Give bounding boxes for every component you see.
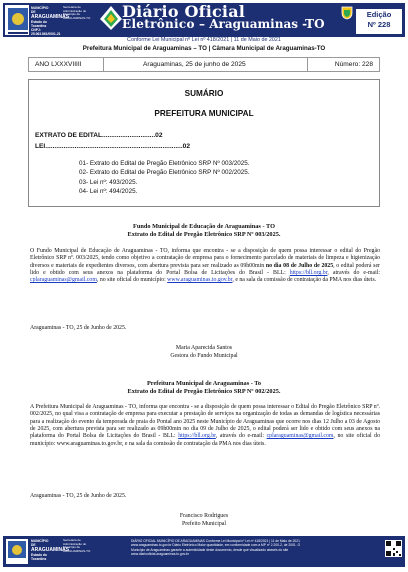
summary-row-lei: LEI...........................................................................02 bbox=[35, 143, 190, 150]
muni-line: MUNICÍPIO bbox=[31, 539, 49, 543]
section1-signer-name: Maria Aparecida Santos bbox=[175, 345, 233, 351]
summary-prefeitura: PREFEITURA MUNICIPAL bbox=[154, 109, 254, 118]
muni-line: Estado do Tocantins bbox=[31, 553, 47, 561]
section2-heading: Prefeitura Municipal de Araguaminas - To bbox=[146, 380, 262, 387]
publication-line: Prefeitura Municipal de Araguaminas – TO | Câmara Municipal de Araguaminas-TO bbox=[82, 45, 326, 52]
section1-date: Araguaminas - TO, 25 de Junho de 2025. bbox=[30, 325, 127, 331]
summary-item[interactable]: 03- Lei nº: 493/2025. bbox=[79, 178, 138, 186]
divider bbox=[307, 57, 308, 72]
text-run: , através do e-mail: bbox=[327, 270, 380, 277]
subtitle-left: Eletrônico bbox=[122, 17, 195, 31]
sec-line: Administração do bbox=[63, 8, 87, 13]
bll-link[interactable]: https://bll.org.br bbox=[289, 270, 328, 277]
year-label: ANO LXXXVIIIII bbox=[35, 61, 82, 68]
section2-subheading: Extrato do Edital de Pregão Eletrônico SRP Nº 002/2025. bbox=[127, 388, 281, 395]
summary-item[interactable]: 01- Extrato do Edital de Pregão Eletrônico SRP Nº 003/2025. bbox=[79, 160, 250, 167]
muni-line: ARAGUAMINAS bbox=[31, 547, 70, 553]
summary-item[interactable]: 04- Lei nº: 494/2025. bbox=[79, 187, 138, 195]
section1-signer-role: Gestora do Fundo Municipal bbox=[170, 353, 238, 359]
info-bar bbox=[28, 57, 380, 72]
number-label: Número: 228 bbox=[334, 61, 373, 68]
footer-line[interactable]: www.diariooficial.araguaminas.to.gov.br bbox=[131, 551, 189, 556]
footer-line: Município de Araguaminas garante a autenticidade deste documento, desde que visualizado através do site bbox=[131, 547, 289, 552]
section1-subheading: Extrato do Edital de Pregão Eletrônico SRP Nº 003/2025. bbox=[127, 231, 281, 238]
email-link[interactable]: cplaraguaminas@gmail.com bbox=[30, 277, 97, 284]
footer-line: DIÁRIO OFICIAL MUNICÍPIO DE ARAGUAMINAS Conforme Lei Municipal nº Lei nº 418/2021 | 11 de Maio de 2021 bbox=[131, 539, 300, 543]
muni-line: ARAGUAMINAS bbox=[31, 14, 70, 20]
text-run: O Fundo Municipal de Educação de Araguaminas - TO, informa que encontra - se a disposição de quem possa interessar o edital do Pregão Eletrônico SRP nº. 003/2025, tendo como objetivo a contratação de empresa para o fornecimento parcelado de materiais de limpeza e higienização diversos e materiais de expedientes diversos, com abertura prevista para ser realizado as 09h00min bbox=[30, 248, 380, 269]
sec-line: ARAGUAMINAS-TO bbox=[63, 549, 91, 554]
text-run: , e na sala da comissão de contratação da PMA nos dias úteis. bbox=[232, 277, 377, 284]
bll-link[interactable]: https://bll.org.br bbox=[178, 433, 216, 440]
sec-line: Secretaria de bbox=[63, 5, 81, 9]
text-run: , no site oficial do município: bbox=[96, 277, 168, 284]
section2-paragraph bbox=[30, 404, 380, 448]
footer-secretaria-block bbox=[63, 539, 101, 554]
summary-row-extrato: EXTRATO DE EDITAL.............................02 bbox=[35, 132, 163, 139]
qr-code-icon bbox=[385, 540, 402, 557]
section1-heading: Fundo Municipal de Educação de Araguaminas - TO bbox=[133, 223, 275, 230]
sec-line: Administração do bbox=[63, 541, 87, 546]
edition-badge bbox=[356, 9, 402, 34]
text-run-bold: no dia 08 de Julho de 2025 bbox=[265, 262, 334, 269]
muni-line: MUNICÍPIO bbox=[31, 6, 49, 10]
diario-title: Diário Oficial bbox=[122, 2, 246, 21]
muni-line: DE bbox=[31, 543, 36, 547]
site-link[interactable]: www.araguaminas.to.gov.br bbox=[167, 277, 233, 284]
summary-title: SUMÁRIO bbox=[184, 89, 224, 98]
section2-date: Araguaminas - TO, 25 de Junho de 2025. bbox=[30, 493, 127, 499]
secretaria-block bbox=[63, 6, 101, 21]
footer-line: www.araguaminas.to.gov.br Diário Eletrônico Maior quantidade, em conformidade com a MP nº 2.200-2, de 2001. O bbox=[131, 543, 301, 548]
summary-box bbox=[28, 79, 380, 207]
sec-line: Município de bbox=[63, 12, 81, 17]
edition-label: Edição bbox=[366, 10, 392, 19]
section1-paragraph bbox=[30, 248, 380, 285]
muni-line: DE bbox=[31, 10, 36, 14]
footer-text bbox=[131, 539, 381, 556]
municipality-block bbox=[31, 6, 70, 36]
diario-subtitle: Eletrônico – Araguaminas -TO bbox=[122, 17, 325, 31]
text-run: , no site oficial do município: www.araguaminas.to.gov.br, e na sala da comissão de contratação da PMA nos dias úteis. bbox=[30, 433, 380, 447]
sec-line: Município de bbox=[63, 545, 81, 550]
muni-line: Estado do Tocantins bbox=[31, 20, 47, 28]
subtitle-right: Araguaminas -TO bbox=[209, 17, 325, 31]
muni-line: CNPJ: 25.063.861/0001-21 bbox=[31, 28, 61, 36]
email-link[interactable]: cplaraguaminas@gmail.com bbox=[266, 433, 334, 440]
edition-number: Nº 228 bbox=[367, 20, 391, 29]
text-run: , através do e-mail: bbox=[215, 433, 267, 440]
section2-signer-name: Francisco Rodrigues bbox=[179, 513, 229, 519]
municipality-seal-icon bbox=[5, 5, 29, 35]
text-run: A Prefeitura Municipal de Araguaminas - TO, informa que encontra - se a disposição de quem possa interessar o Edital do Pregão Eletrônico SRP nº. 002/2025, no qual visa a contratação de empresa para executar a prestação de serviços na organização de todas as demandas de logística necessárias para a realização do evento da temporada de praia do Pontal ano 2025 neste Município de Araguaminas que ocorre nos dias 12 Julho a 03 de Agosto de 2025, com abertura prevista para ser realizado as 09h00min no dia 09 de Julho de 2025, o edital poderá ser lido e obtido com seus anexos na plataforma do Portal Bolsa de Licitações do Brasil - BLL: bbox=[30, 404, 380, 440]
section2-signer-role: Prefeito Municipal bbox=[182, 521, 226, 527]
sec-line: ARAGUAMINAS-TO bbox=[63, 16, 91, 21]
lei-line: Conforme Lei Municipal nº Lei nº 418/2021 | 11 de Maio de 2021 bbox=[127, 37, 281, 43]
crest-icon bbox=[341, 6, 353, 20]
diario-emblem-icon bbox=[99, 5, 123, 31]
municipality-seal-icon bbox=[6, 539, 28, 564]
text-run: , o edital poderá ser lido e obtido com seus anexos na plataforma do Portal Bolsa de Licitações do Brasil - BLL: bbox=[30, 262, 380, 277]
footer-banner bbox=[3, 536, 405, 567]
summary-item[interactable]: 02- Extrato do Edital de Pregão Eletrônico SRP Nº 002/2025. bbox=[79, 169, 250, 177]
divider bbox=[103, 57, 104, 72]
sec-line: Secretaria de bbox=[63, 538, 81, 542]
date-label: Araguaminas, 25 de junho de 2025 bbox=[143, 61, 246, 68]
footer-municipality-block bbox=[31, 539, 70, 561]
header-banner bbox=[3, 3, 405, 37]
summary-items bbox=[79, 159, 250, 196]
